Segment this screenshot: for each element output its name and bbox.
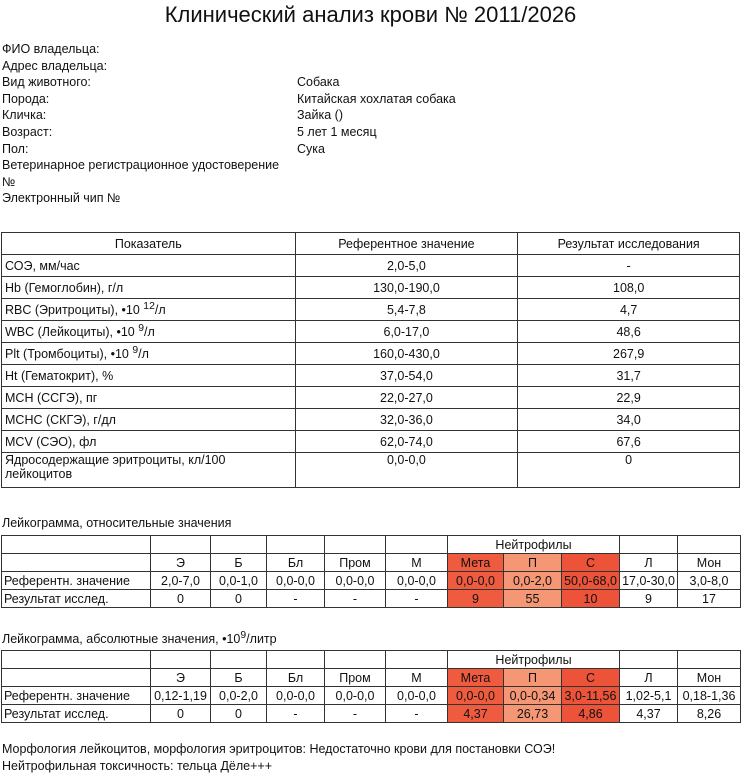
reference-cell: 0,12-1,19	[151, 687, 211, 705]
parameter-name-text: Plt (Тромбоциты), •10	[5, 347, 133, 362]
column-header: Мон	[678, 669, 741, 687]
info-value	[297, 58, 702, 75]
table-header-row	[2, 233, 740, 255]
info-row	[2, 157, 702, 174]
table-row	[2, 255, 740, 277]
blank-cell	[211, 536, 267, 554]
info-row	[2, 124, 702, 141]
reference-value: 6,0-17,0	[295, 321, 518, 343]
leukogram-relative-table	[1, 535, 741, 608]
row-label: Референтн. значение	[2, 572, 151, 590]
column-header: М	[386, 669, 448, 687]
parameter-name	[2, 299, 296, 321]
table-row	[2, 453, 740, 488]
reference-value: 2,0-5,0	[295, 255, 518, 277]
blank-cell	[325, 651, 386, 669]
header-parameter: Показатель	[2, 233, 296, 255]
info-label: Вид животного:	[2, 75, 91, 90]
info-label: Кличка:	[2, 108, 47, 123]
info-row	[2, 190, 702, 207]
result-cell: 8,26	[678, 705, 741, 723]
exponent: 9	[138, 323, 145, 335]
column-header: Мета	[448, 669, 504, 687]
result-cell: 9	[448, 590, 504, 608]
row-label: Результат исслед.	[2, 705, 151, 723]
info-value: Сука	[297, 141, 325, 156]
info-value	[297, 190, 702, 207]
info-label: Порода:	[2, 91, 50, 106]
result-value: 267,9	[518, 343, 740, 365]
parameter-name	[2, 343, 296, 365]
info-value: Китайская хохлатая собака	[297, 91, 456, 106]
reference-cell: 0,0-0,0	[325, 572, 386, 590]
result-cell: -	[386, 590, 448, 608]
result-value: 67,6	[518, 431, 740, 453]
table-row	[2, 321, 740, 343]
reference-cell: 3,0-11,56	[562, 687, 620, 705]
blank-cell	[151, 651, 211, 669]
parameter-name: Ht (Гематокрит), %	[2, 365, 296, 387]
table-row	[2, 365, 740, 387]
result-row	[2, 705, 741, 723]
column-header: Л	[620, 554, 678, 572]
header-result: Результат исследования	[518, 233, 740, 255]
result-cell: -	[325, 705, 386, 723]
blank-cell	[620, 536, 678, 554]
table-row	[2, 387, 740, 409]
info-label: Возраст:	[2, 124, 53, 139]
parameter-unit: /л	[138, 347, 149, 362]
exponent: 12	[143, 301, 155, 313]
info-label: №	[2, 174, 16, 189]
column-header: П	[504, 669, 562, 687]
column-header: Бл	[267, 669, 325, 687]
leukogram-relative-title: Лейкограмма, относительные значения	[2, 516, 232, 530]
result-value: 0	[518, 453, 740, 488]
column-header: Бл	[267, 554, 325, 572]
blank-cell	[2, 554, 151, 572]
title-unit: /литр	[246, 632, 277, 647]
info-label: ФИО владельца:	[2, 42, 100, 56]
parameter-name: Ядросодержащие эритроциты, кл/100 лейкоцитов	[2, 453, 296, 488]
result-cell: 0	[151, 590, 211, 608]
column-header: Б	[211, 669, 267, 687]
info-row	[2, 174, 702, 191]
result-value: 34,0	[518, 409, 740, 431]
result-cell: 4,37	[448, 705, 504, 723]
parameter-name: СОЭ, мм/час	[2, 255, 296, 277]
reference-cell: 0,0-0,34	[504, 687, 562, 705]
reference-cell: 1,02-5,1	[620, 687, 678, 705]
result-cell: 9	[620, 590, 678, 608]
reference-cell: 50,0-68,0	[562, 572, 620, 590]
info-row	[2, 91, 702, 108]
result-cell: 0	[211, 590, 267, 608]
reference-cell: 0,0-2,0	[211, 687, 267, 705]
result-cell: 4,37	[620, 705, 678, 723]
row-label: Референтн. значение	[2, 687, 151, 705]
reference-cell: 0,0-0,0	[267, 687, 325, 705]
info-row	[2, 141, 702, 158]
result-cell: -	[325, 590, 386, 608]
reference-cell: 0,0-0,0	[386, 572, 448, 590]
result-cell: 55	[504, 590, 562, 608]
toxicity-note: Нейтрофильная токсичность: тельца Дёле+++	[2, 759, 273, 773]
result-value: 108,0	[518, 277, 740, 299]
info-row	[2, 74, 702, 91]
info-label: Электронный чип №	[2, 191, 121, 206]
table-row	[2, 277, 740, 299]
column-header: П	[504, 554, 562, 572]
info-label: Адрес владельца:	[2, 58, 108, 73]
column-header: С	[562, 554, 620, 572]
table-row	[2, 431, 740, 453]
reference-value: 130,0-190,0	[295, 277, 518, 299]
blank-cell	[151, 536, 211, 554]
info-label: Пол:	[2, 141, 29, 156]
reference-cell: 0,0-0,0	[325, 687, 386, 705]
column-header: Мета	[448, 554, 504, 572]
reference-cell: 0,0-0,0	[267, 572, 325, 590]
column-header: Пром	[325, 669, 386, 687]
reference-value: 62,0-74,0	[295, 431, 518, 453]
info-value: Собака	[297, 75, 340, 90]
column-header: Л	[620, 669, 678, 687]
info-value: 5 лет 1 месяц	[297, 124, 377, 139]
result-cell: 10	[562, 590, 620, 608]
reference-cell: 3,0-8,0	[678, 572, 741, 590]
table-row	[2, 409, 740, 431]
column-header: Мон	[678, 554, 741, 572]
parameter-name: MCV (СЭО), фл	[2, 431, 296, 453]
blank-cell	[678, 536, 741, 554]
parameter-name-text: WBC (Лейкоциты), •10	[5, 325, 139, 340]
info-value: Зайка ()	[297, 108, 343, 123]
row-label: Результат исслед.	[2, 590, 151, 608]
result-value: 48,6	[518, 321, 740, 343]
reference-cell: 0,0-0,0	[448, 572, 504, 590]
blank-cell	[2, 651, 151, 669]
blank-cell	[2, 536, 151, 554]
reference-row	[2, 572, 741, 590]
owner-info	[2, 41, 702, 207]
reference-value: 37,0-54,0	[295, 365, 518, 387]
reference-cell: 17,0-30,0	[620, 572, 678, 590]
blank-cell	[620, 651, 678, 669]
leukogram-absolute-table	[1, 650, 741, 723]
info-value	[297, 174, 702, 191]
parameter-name: MCHC (СКГЭ), г/дл	[2, 409, 296, 431]
leukogram-absolute-title	[2, 630, 277, 646]
reference-cell: 0,0-0,0	[448, 687, 504, 705]
result-value: -	[518, 255, 740, 277]
blank-cell	[386, 651, 448, 669]
info-label: Ветеринарное регистрационное удостоверение	[2, 158, 280, 173]
reference-cell: 0,0-0,0	[386, 687, 448, 705]
info-value	[279, 157, 702, 174]
result-cell: 0	[151, 705, 211, 723]
parameter-unit: /л	[154, 303, 166, 318]
neutrophils-group-header: Нейтрофилы	[448, 651, 620, 669]
result-value: 22,9	[518, 387, 740, 409]
reference-cell: 0,18-1,36	[678, 687, 741, 705]
reference-row	[2, 687, 741, 705]
column-header: Б	[211, 554, 267, 572]
header-reference: Референтное значение	[295, 233, 518, 255]
reference-cell: 0,0-1,0	[211, 572, 267, 590]
reference-value: 22,0-27,0	[295, 387, 518, 409]
blank-cell	[267, 651, 325, 669]
result-cell: 0	[211, 705, 267, 723]
parameter-name: Hb (Гемоглобин), г/л	[2, 277, 296, 299]
blank-cell	[325, 536, 386, 554]
exponent: 9	[132, 345, 139, 357]
reference-cell: 2,0-7,0	[151, 572, 211, 590]
result-cell: -	[267, 705, 325, 723]
reference-value: 32,0-36,0	[295, 409, 518, 431]
blank-cell	[678, 651, 741, 669]
group-header-row	[2, 536, 741, 554]
blank-cell	[386, 536, 448, 554]
blank-cell	[211, 651, 267, 669]
blank-cell	[267, 536, 325, 554]
table-row	[2, 299, 740, 321]
parameter-unit: /л	[144, 325, 155, 340]
info-row	[2, 41, 702, 58]
exponent: 9	[240, 630, 247, 641]
reference-cell: 0,0-2,0	[504, 572, 562, 590]
reference-value: 0,0-0,0	[295, 453, 518, 488]
result-value: 4,7	[518, 299, 740, 321]
title-text: Лейкограмма, абсолютные значения, •10	[2, 632, 241, 647]
result-value: 31,7	[518, 365, 740, 387]
result-cell: 17	[678, 590, 741, 608]
result-cell: -	[386, 705, 448, 723]
result-cell: 26,73	[504, 705, 562, 723]
column-header: Э	[151, 554, 211, 572]
reference-value: 5,4-7,8	[295, 299, 518, 321]
parameter-name: MCH (ССГЭ), пг	[2, 387, 296, 409]
result-row	[2, 590, 741, 608]
blank-cell	[2, 669, 151, 687]
report-title: Клинический анализ крови № 2011/2026	[164, 2, 577, 27]
neutrophils-group-header: Нейтрофилы	[448, 536, 620, 554]
info-row	[2, 107, 702, 124]
group-header-row	[2, 651, 741, 669]
column-header: М	[386, 554, 448, 572]
column-header-row	[2, 669, 741, 687]
column-header: Э	[151, 669, 211, 687]
info-value	[297, 41, 702, 58]
table-row	[2, 343, 740, 365]
parameter-name-text: RBC (Эритроциты), •10	[5, 303, 144, 318]
morphology-note: Морфология лейкоцитов, морфология эритроцитов: Недостаточно крови для постановки СОЭ!	[2, 742, 556, 756]
column-header: С	[562, 669, 620, 687]
info-row	[2, 58, 702, 75]
blood-results-table	[1, 232, 740, 488]
result-cell: 4,86	[562, 705, 620, 723]
column-header: Пром	[325, 554, 386, 572]
parameter-name	[2, 321, 296, 343]
column-header-row	[2, 554, 741, 572]
reference-value: 160,0-430,0	[295, 343, 518, 365]
result-cell: -	[267, 590, 325, 608]
